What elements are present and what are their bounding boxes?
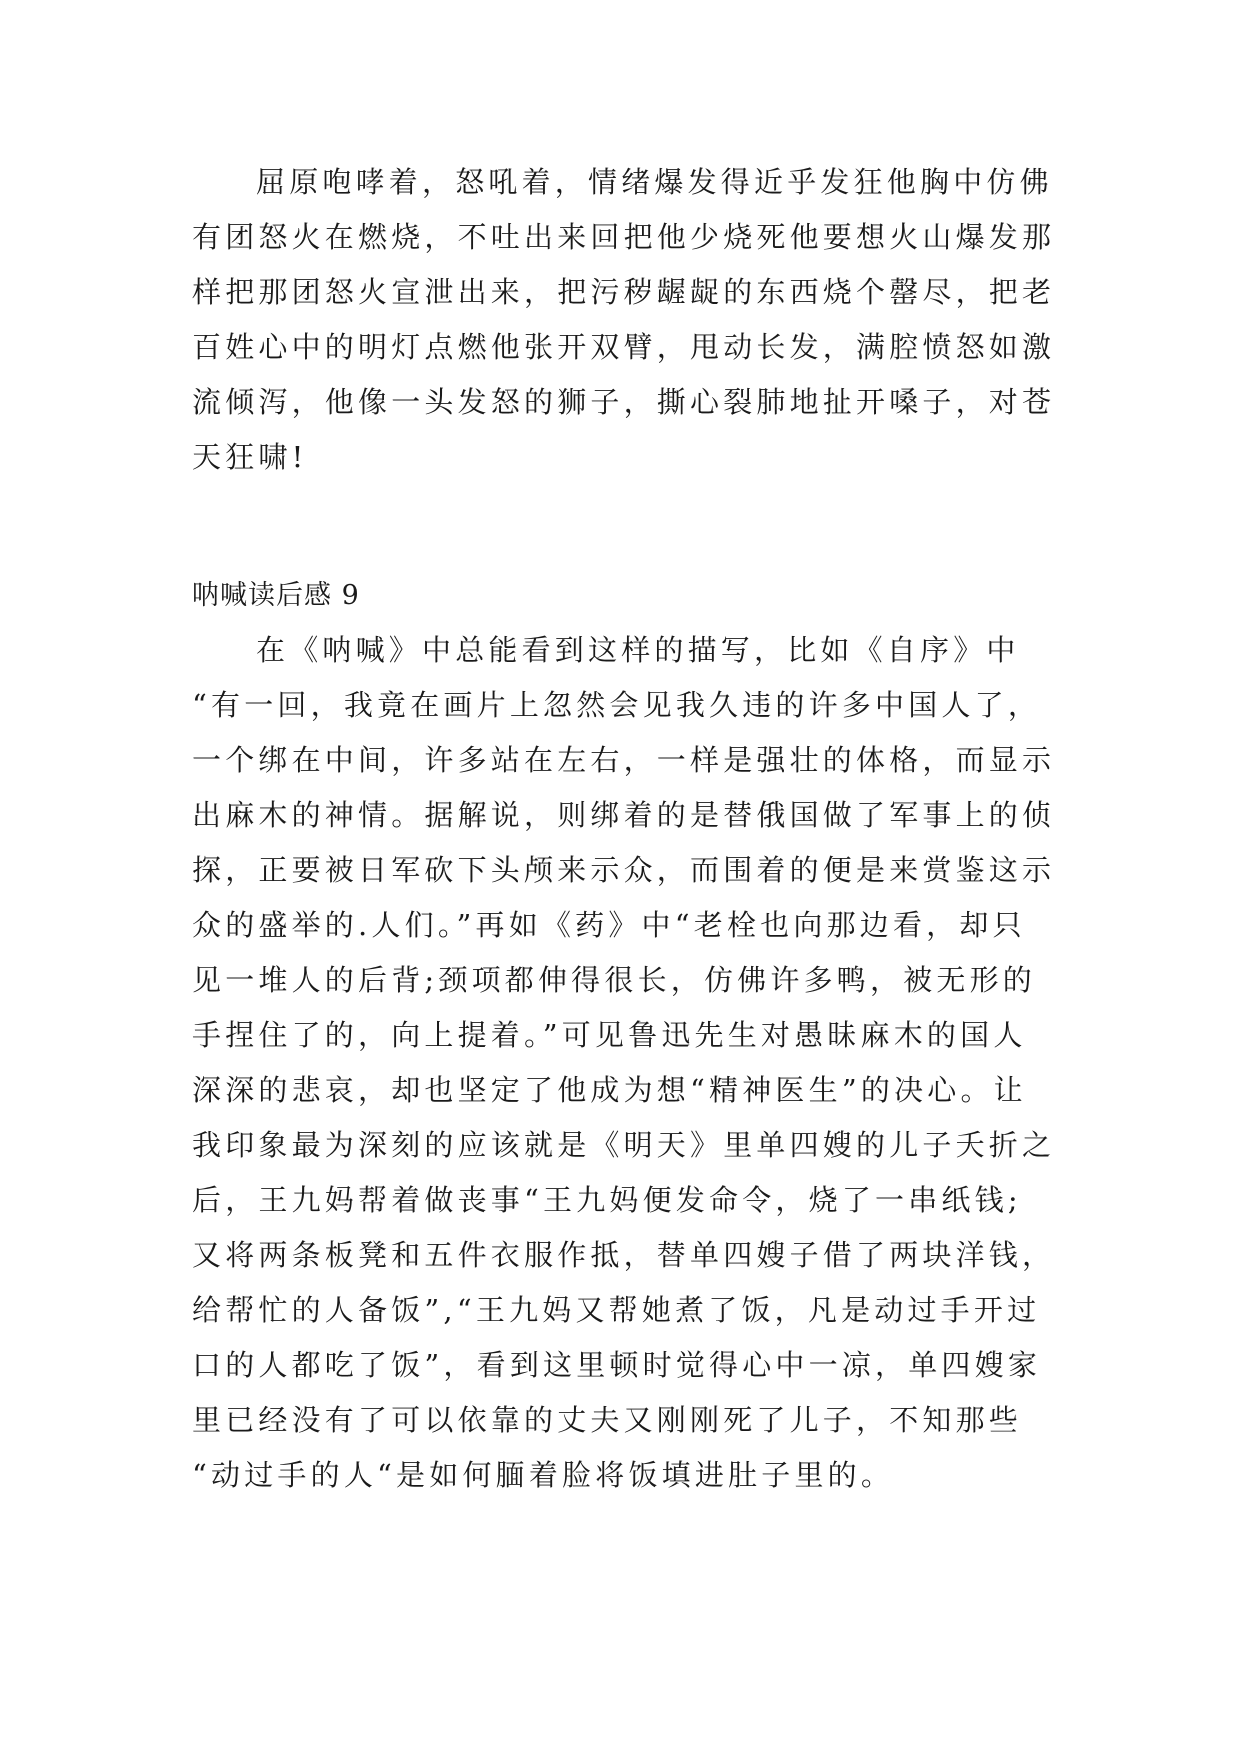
text-line: 里已经没有了可以依靠的丈夫又刚刚死了儿子，不知那些: [192, 1403, 1023, 1437]
text-line: 探，正要被日军砍下头颅来示众，而围着的便是来赏鉴这示: [192, 853, 1056, 887]
text-line: 一个绑在中间，许多站在左右，一样是强壮的体格，而显示: [192, 743, 1056, 777]
text-line: “有一回，我竟在画片上忽然会见我久违的许多中国人了，: [192, 688, 1042, 722]
section-heading: 呐喊读后感 9: [192, 580, 360, 611]
text-line: 在《呐喊》中总能看到这样的描写，比如《自序》中: [256, 633, 1020, 667]
text-line: 出麻木的神情。据解说，则绑着的是替俄国做了军事上的侦: [192, 798, 1056, 832]
text-line: 流倾泻，他像一头发怒的狮子，撕心裂肺地扯开嗓子，对苍: [192, 385, 1056, 419]
text-line: 有团怒火在燃烧，不吐出来回把他少烧死他要想火山爆发那: [192, 220, 1056, 254]
text-line: 口的人都吃了饭”，看到这里顿时觉得心中一凉，单四嫂家: [192, 1348, 1042, 1382]
text-line: 百姓心中的明灯点燃他张开双臂，甩动长发，满腔愤怒如激: [192, 330, 1056, 364]
text-line: “动过手的人“是如何腼着脸将饭填进肚子里的。: [192, 1458, 895, 1492]
text-line: 又将两条板凳和五件衣服作抵，替单四嫂子借了两块洋钱，: [192, 1238, 1056, 1272]
paragraph-2: [192, 623, 1062, 1503]
text-line: 后，王九妈帮着做丧事“王九妈便发命令，烧了一串纸钱;: [192, 1183, 1022, 1217]
paragraph-1: [192, 155, 1062, 485]
text-line: 见一堆人的后背;颈项都伸得很长，仿佛许多鸭，被无形的: [192, 963, 1036, 997]
text-line: 给帮忙的人备饭”,“王九妈又帮她煮了饭，凡是动过手开过: [192, 1293, 1041, 1327]
text-line: 天狂啸!: [192, 440, 308, 474]
text-line: 屈原咆哮着，怒吼着，情绪爆发得近乎发狂他胸中仿佛: [256, 165, 1053, 199]
text-line: 我印象最为深刻的应该就是《明天》里单四嫂的儿子夭折之: [192, 1128, 1056, 1162]
text-line: 众的盛举的.人们。”再如《药》中“老栓也向那边看，却只: [192, 908, 1026, 942]
text-line: 深深的悲哀，却也坚定了他成为想“精神医生”的决心。让: [192, 1073, 1027, 1107]
text-line: 手捏住了的，向上提着。”可见鲁迅先生对愚昧麻木的国人: [192, 1018, 1027, 1052]
text-line: 样把那团怒火宣泄出来，把污秽龌龊的东西烧个罄尽，把老: [192, 275, 1056, 309]
